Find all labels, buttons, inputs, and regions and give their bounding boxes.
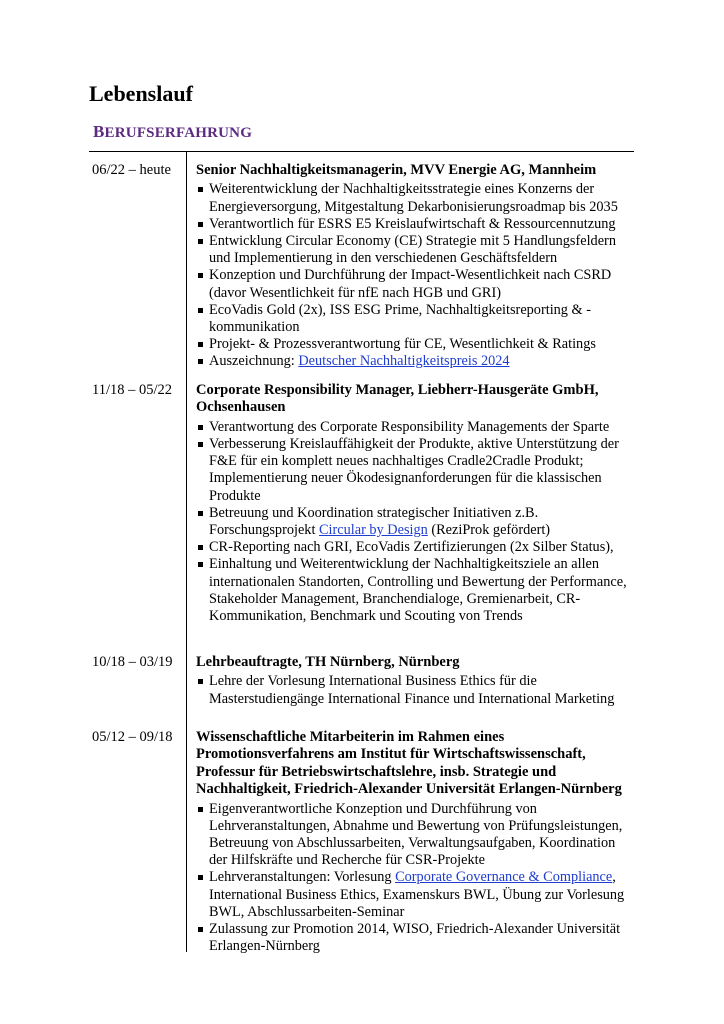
entry-bullets bbox=[196, 419, 636, 625]
list-item: Betreuung und Koordination strategischer Initiativen z.B. Forschungsprojekt Circular by Design (ReziProk gefördert) bbox=[196, 505, 636, 539]
list-item: Verbesserung Kreislauffähigkeit der Produkte, aktive Unterstützung der F&E für ein komplett neues nachhaltiges Cradle2Cradle Produkt; Implementierung neuer Ökodesignanforderungen für die klassischen Produkte bbox=[196, 436, 636, 505]
entry-content bbox=[196, 162, 636, 371]
section-heading-rest: ERUFSERFAHRUNG bbox=[104, 125, 253, 141]
page-title: Lebenslauf bbox=[89, 81, 193, 106]
list-item: Zulassung zur Promotion 2014, WISO, Friedrich-Alexander Universität Erlangen-Nürnberg bbox=[196, 921, 636, 955]
list-item: Lehrveranstaltungen: Vorlesung Corporate Governance & Compliance, International Business Ethics, Examenskurs BWL, Übung zur Vorlesung BWL, Abschlussarbeiten-Seminar bbox=[196, 869, 636, 921]
entry-content bbox=[196, 654, 636, 708]
entry-date: 11/18 – 05/22 bbox=[92, 382, 173, 398]
list-item: EcoVadis Gold (2x), ISS ESG Prime, Nachhaltigkeitsreporting & -kommunikation bbox=[196, 302, 636, 336]
timeline-rule bbox=[186, 152, 187, 952]
entry-date: 06/22 – heute bbox=[92, 162, 171, 178]
entry-role: Wissenschaftliche Mitarbeiterin im Rahmen eines Promotionsverfahrens am Institut für Wirtschaftswissenschaft, Professur für Betriebswirtschaftslehre, insb. Strategie und Nachhaltigkeit, Friedrich-Alexander Universität Erlangen-Nürnberg bbox=[196, 729, 622, 798]
entry-role: Corporate Responsibility Manager, Liebherr-Hausgeräte GmbH, Ochsenhausen bbox=[196, 382, 599, 416]
list-item: Verantwortung des Corporate Responsibility Managements der Sparte bbox=[196, 419, 636, 436]
link-circular-by-design[interactable]: Circular by Design bbox=[319, 522, 428, 539]
entry-bullets bbox=[196, 181, 636, 370]
entry-content bbox=[196, 382, 636, 625]
entry-date: 10/18 – 03/19 bbox=[92, 654, 173, 670]
entry-role: Lehrbeauftragte, TH Nürnberg, Nürnberg bbox=[196, 654, 460, 670]
list-item: Weiterentwicklung der Nachhaltigkeitsstrategie eines Konzerns der Energieversorgung, Mitgestaltung Dekarbonisierungsroadmap bis 2035 bbox=[196, 181, 636, 215]
entry-bullets bbox=[196, 673, 636, 707]
list-item: Eigenverantwortliche Konzeption und Durchführung von Lehrveranstaltungen, Abnahme und Bewertung von Prüfungsleistungen, Betreuung von Abschlussarbeiten, Verwaltungsaufgaben, Koordination der Hilfskräfte und Recherche für CSR-Projekte bbox=[196, 801, 636, 870]
list-item: CR-Reporting nach GRI, EcoVadis Zertifizierungen (2x Silber Status), bbox=[196, 539, 636, 556]
list-item: Konzeption und Durchführung der Impact-Wesentlichkeit nach CSRD (davor Wesentlichkeit für nfE nach HGB und GRI) bbox=[196, 267, 636, 301]
entry-bullets bbox=[196, 801, 636, 956]
link-corporate-governance[interactable]: Corporate Governance & Compliance bbox=[395, 869, 613, 886]
entry-content bbox=[196, 729, 636, 955]
link-nachhaltigkeitspreis[interactable]: Deutscher Nachhaltigkeitspreis 2024 bbox=[298, 353, 510, 370]
list-item: Verantwortlich für ESRS E5 Kreislaufwirtschaft & Ressourcennutzung bbox=[196, 216, 636, 233]
list-item: Projekt- & Prozessverantwortung für CE, Wesentlichkeit & Ratings bbox=[196, 336, 636, 353]
list-item: Lehre der Vorlesung International Business Ethics für die Masterstudiengänge International Finance und International Marketing bbox=[196, 673, 636, 707]
section-heading-initial: B bbox=[93, 122, 105, 141]
list-item: Entwicklung Circular Economy (CE) Strategie mit 5 Handlungsfeldern und Implementierung in den verschiedenen Geschäftsfeldern bbox=[196, 233, 636, 267]
entry-date: 05/12 – 09/18 bbox=[92, 729, 173, 745]
section-divider bbox=[89, 151, 634, 152]
list-item: Einhaltung und Weiterentwicklung der Nachhaltigkeitsziele an allen internationalen Standorten, Controlling und Bewertung der Performance, Stakeholder Management, Branchendialoge, Gremienarbeit, CR-Kommunikation, Benchmark und Scouting von Trends bbox=[196, 556, 636, 625]
entry-role: Senior Nachhaltigkeitsmanagerin, MVV Energie AG, Mannheim bbox=[196, 162, 597, 178]
section-heading-berufserfahrung bbox=[93, 122, 252, 142]
list-item: Auszeichnung: Deutscher Nachhaltigkeitspreis 2024 bbox=[196, 353, 636, 370]
